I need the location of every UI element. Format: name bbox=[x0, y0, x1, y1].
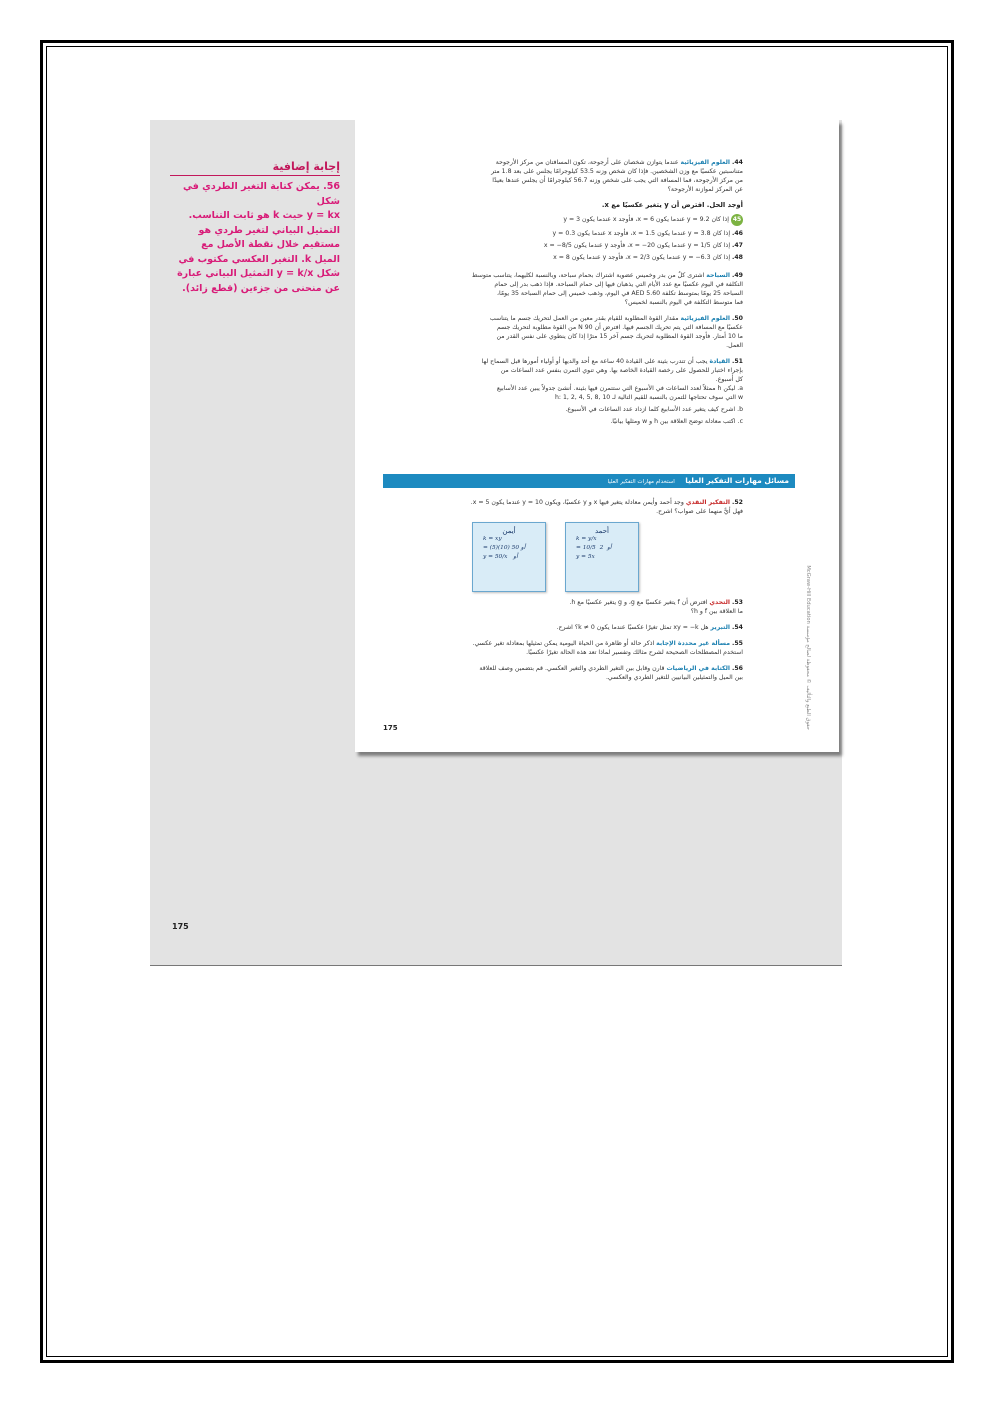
problem-49 bbox=[383, 271, 743, 307]
problem-keyword: مسألة غير محددة الإجابة bbox=[656, 640, 731, 647]
problem-keyword: القيادة bbox=[709, 358, 731, 365]
problem-text: كل أسبوع. bbox=[715, 376, 743, 383]
problem-text: عن المركز لموازنة الأرجوحة؟ bbox=[667, 186, 743, 193]
student-card-ahmad bbox=[565, 522, 639, 592]
problem-text: هل xy = −k تمثل تغيرًا عكسيًا عندما يكون k ≠ 0؟ اشرح. bbox=[556, 624, 709, 631]
problem-text: عكسيًا مع المسافة التي يتم تحريك الجسم فيها. افترض أن 90 N من القوة مطلوبة لتحريك جسم bbox=[496, 324, 743, 331]
problem-text: إذا كان y = −6.3 عندما يكون x = 2/3، فأوجد y عندما يكون x = 8 bbox=[553, 254, 731, 261]
problem-part-c: c. اكتب معادلة توضح العلاقة بين h و w ومثلها بيانيًا. bbox=[610, 418, 743, 425]
problem-keyword: العلوم الفيزيائية bbox=[680, 315, 731, 322]
additional-answer-sidebar bbox=[170, 160, 340, 296]
problem-text: افترض أن f يتغير عكسيًا مع g، و g يتغير عكسيًا مع h. bbox=[569, 599, 708, 606]
problem-56 bbox=[383, 664, 743, 682]
problem-part-b: b. اشرح كيف يتغير عدد الأسابيع كلما ازداد عدد الساعات في الأسبوع. bbox=[565, 406, 743, 413]
textbook-page bbox=[355, 120, 839, 752]
problem-text: من مركز الأرجوحة، فما المسافة التي يجب على شخص وزنه 56.7 كيلوجرامًا أن يجلس عندها بعيدًا bbox=[492, 177, 743, 184]
exercises-bottom bbox=[383, 598, 743, 689]
problem-number: 53. bbox=[732, 599, 743, 606]
banner-subtitle: استخدام مهارات التفكير العليا bbox=[607, 479, 675, 485]
card-line bbox=[473, 553, 545, 562]
problem-keyword: التحدي bbox=[709, 599, 731, 606]
problem-keyword: الكتابة في الرياضيات bbox=[666, 665, 731, 672]
problem-number: 44. bbox=[732, 159, 743, 166]
problem-text: ما العلاقة بين f و h؟ bbox=[690, 608, 743, 615]
problem-text: إذا كان y = 1/5 عندما يكون x = −20، فأوجد y عندما يكون x = −8/5 bbox=[543, 242, 731, 249]
sidebar-line: عن منحنى من جزءين (قطع زائد). bbox=[182, 282, 340, 294]
problem-number: 54. bbox=[732, 624, 743, 631]
problem-50 bbox=[383, 314, 743, 350]
problem-52 bbox=[383, 498, 743, 516]
card-name: أيمن bbox=[502, 527, 516, 535]
card-name: أحمد bbox=[595, 527, 609, 535]
page-number-outer: 175 bbox=[172, 922, 189, 931]
problem-text: قارن وقابل بين التغير الطردي والتغير العكسي. قم بتضمين وصف للعلاقة bbox=[479, 665, 665, 672]
sidebar-body bbox=[170, 180, 340, 296]
problem-keyword: العلوم الفيزيائية bbox=[680, 159, 731, 166]
problem-text: اشترى كلٌ من بدر وخميس عضوية اشتراك بحمام سباحة، وبالنسبة لكليهما، يتناسب متوسط bbox=[471, 272, 705, 279]
copyright-vertical: حقوق الطبع والتأليف © محفوظة لصالح مؤسسة McGraw-Hill Education bbox=[805, 565, 811, 730]
card-line bbox=[566, 544, 638, 553]
problem-text: السباحة 25 يومًا بمتوسط تكلفة AED 5.60 في اليوم، وذهب خميس إلى حمام السباحة 35 يومًا، bbox=[496, 290, 743, 297]
sidebar-line: شكل y = k/x التمثيل البياني عبارة bbox=[177, 268, 340, 279]
card-note: 2 bbox=[599, 545, 604, 551]
solve-heading: أوجد الحل. افترض أن y يتغير عكسيًا مع x. bbox=[601, 201, 743, 209]
problem-number: 46. bbox=[732, 230, 743, 237]
problem-number: 55. bbox=[732, 640, 743, 647]
problem-text: فهل أيٌّ منهما على صواب؟ اشرح. bbox=[656, 508, 743, 515]
card-line: k = y/x bbox=[576, 536, 597, 542]
problem-number: 52. bbox=[732, 499, 743, 506]
problem-text: فما متوسط التكلفة في اليوم بالنسبة لخميس؟ bbox=[624, 299, 743, 306]
sidebar-number: 56. bbox=[323, 181, 340, 192]
card-line-text: y = 50/x bbox=[483, 554, 508, 560]
higher-order-thinking-banner bbox=[383, 474, 795, 488]
problem-number: 48. bbox=[732, 254, 743, 261]
problem-number: 47. bbox=[732, 242, 743, 249]
problem-text: عندما يتوازن شخصان على أرجوحة، تكون المسافتان من مركز الأرجوحة bbox=[495, 159, 679, 166]
problem-45-badge: 45 bbox=[731, 214, 743, 226]
problem-text: يجب أن تتدرب بثينة على القيادة 40 ساعة مع أحد والديها أو أولياء أمورها قبل السماح لها bbox=[481, 358, 708, 365]
problem-number: 56. bbox=[732, 665, 743, 672]
problem-number: 49. bbox=[732, 272, 743, 279]
banner-title: مسائل مهارات التفكير العليا bbox=[685, 476, 789, 485]
problem-text: اذكر حالة أو ظاهرة من الحياة اليومية يمكن تمثيلها بمعادلة تغير عكسي. bbox=[472, 640, 655, 647]
sidebar-line: y = kx حيث k هو ثابت التناسب. bbox=[188, 210, 340, 221]
problem-keyword: التبرير bbox=[710, 624, 731, 631]
problem-number: 51. bbox=[732, 358, 743, 365]
sidebar-line: التمثيل البياني لتغير طردي هو bbox=[198, 224, 340, 236]
card-line-text: = 10/5 bbox=[576, 545, 596, 551]
problem-keyword: التفكير النقدي bbox=[685, 499, 731, 506]
card-line: = (5)(10) أو 50 bbox=[483, 545, 526, 551]
problem-46 bbox=[383, 229, 743, 238]
card-or: أو bbox=[513, 554, 518, 560]
sidebar-title: إجابة إضافية bbox=[170, 160, 340, 176]
exercises-top bbox=[383, 158, 743, 433]
scan-bottom-edge bbox=[150, 965, 842, 966]
problem-text: بين الميل والتمثيلين البيانيين للتغير الطردي والعكسي. bbox=[605, 674, 743, 681]
sidebar-line: الميل k. التغير العكسي مكتوب في bbox=[178, 253, 340, 265]
problem-text: متناسبتين عكسيًا مع وزن الشخصين. فإذا كان شخص وزنه 53.5 كيلوجرامًا يجلس على بعد 1.8 متر bbox=[491, 168, 743, 175]
problem-47 bbox=[383, 241, 743, 250]
problem-text: العمل. bbox=[726, 342, 743, 349]
page-number-inner: 175 bbox=[383, 724, 398, 732]
sidebar-line: يمكن كتابة التغير الطردي في شكل bbox=[183, 181, 340, 207]
problem-44 bbox=[383, 158, 743, 194]
problem-text: وجد أحمد وأيمن معادلة يتغير فيها x و y عكسيًا، ويكون y = 10 عندما يكون x = 5. bbox=[470, 499, 684, 506]
problem-text: بإجراء اختبار للحصول على رخصة القيادة الخاصة بها. وهي تنوي التمرن بنفس عدد الساعات من bbox=[500, 367, 743, 374]
problem-51 bbox=[383, 357, 743, 426]
card-line: y = 5x bbox=[576, 554, 595, 560]
problem-text: ما 10 أمتار. فأوجد القوة المطلوبة لتحريك جسم آخر 15 مترًا إذا كان ينطوي على نفس القدر من bbox=[496, 333, 743, 340]
sidebar-line: مستقيم خلال نقطة الأصل مع bbox=[201, 239, 340, 250]
problem-keyword: السباحة bbox=[706, 272, 731, 279]
problem-text: التكلفة في اليوم عكسيًا مع عدد الأيام التي يذهبان فيها إلى حمام السباحة. فإذا ذهب بدر إلى حمام bbox=[494, 281, 743, 288]
problem-45 bbox=[383, 214, 743, 226]
problem-55 bbox=[383, 639, 743, 657]
problem-text: إذا كان y = 9.2 عندما يكون x = 6، فأوجد x عندما يكون y = 3 bbox=[563, 216, 730, 223]
problem-53 bbox=[383, 598, 743, 616]
problem-part-a: w التي سوف تحتاجها للتمرن بالنسبة للقيم التالية لـ h: 1, 2, 4, 5, 8, 10 bbox=[555, 394, 743, 401]
problem-text: مقدار القوة المطلوبة للقيام بقدر معين من العمل لتحريك جسم ما يتناسب bbox=[489, 315, 679, 322]
problem-54 bbox=[383, 623, 743, 632]
problem-part-a: a. ليكن h ممثلاً لعدد الساعات في الأسبوع التي ستتمرن فيها بثينة. أنشئ جدولاً يبين عدد الأسابيع bbox=[496, 385, 743, 392]
card-line: k = xy bbox=[483, 536, 502, 542]
problem-text: استخدم المصطلحات الصحيحة لشرح مثالك وتفسير لماذا تعد هذه الحالة تغيرًا عكسيًا. bbox=[526, 649, 743, 656]
problem-48 bbox=[383, 253, 743, 262]
problem-number: 50. bbox=[732, 315, 743, 322]
student-card-ayman bbox=[472, 522, 546, 592]
card-or: أو bbox=[607, 545, 612, 551]
problem-text: إذا كان y = 3.8 عندما يكون x = 1.5، فأوجد x عندما يكون y = 0.3 bbox=[552, 230, 731, 237]
